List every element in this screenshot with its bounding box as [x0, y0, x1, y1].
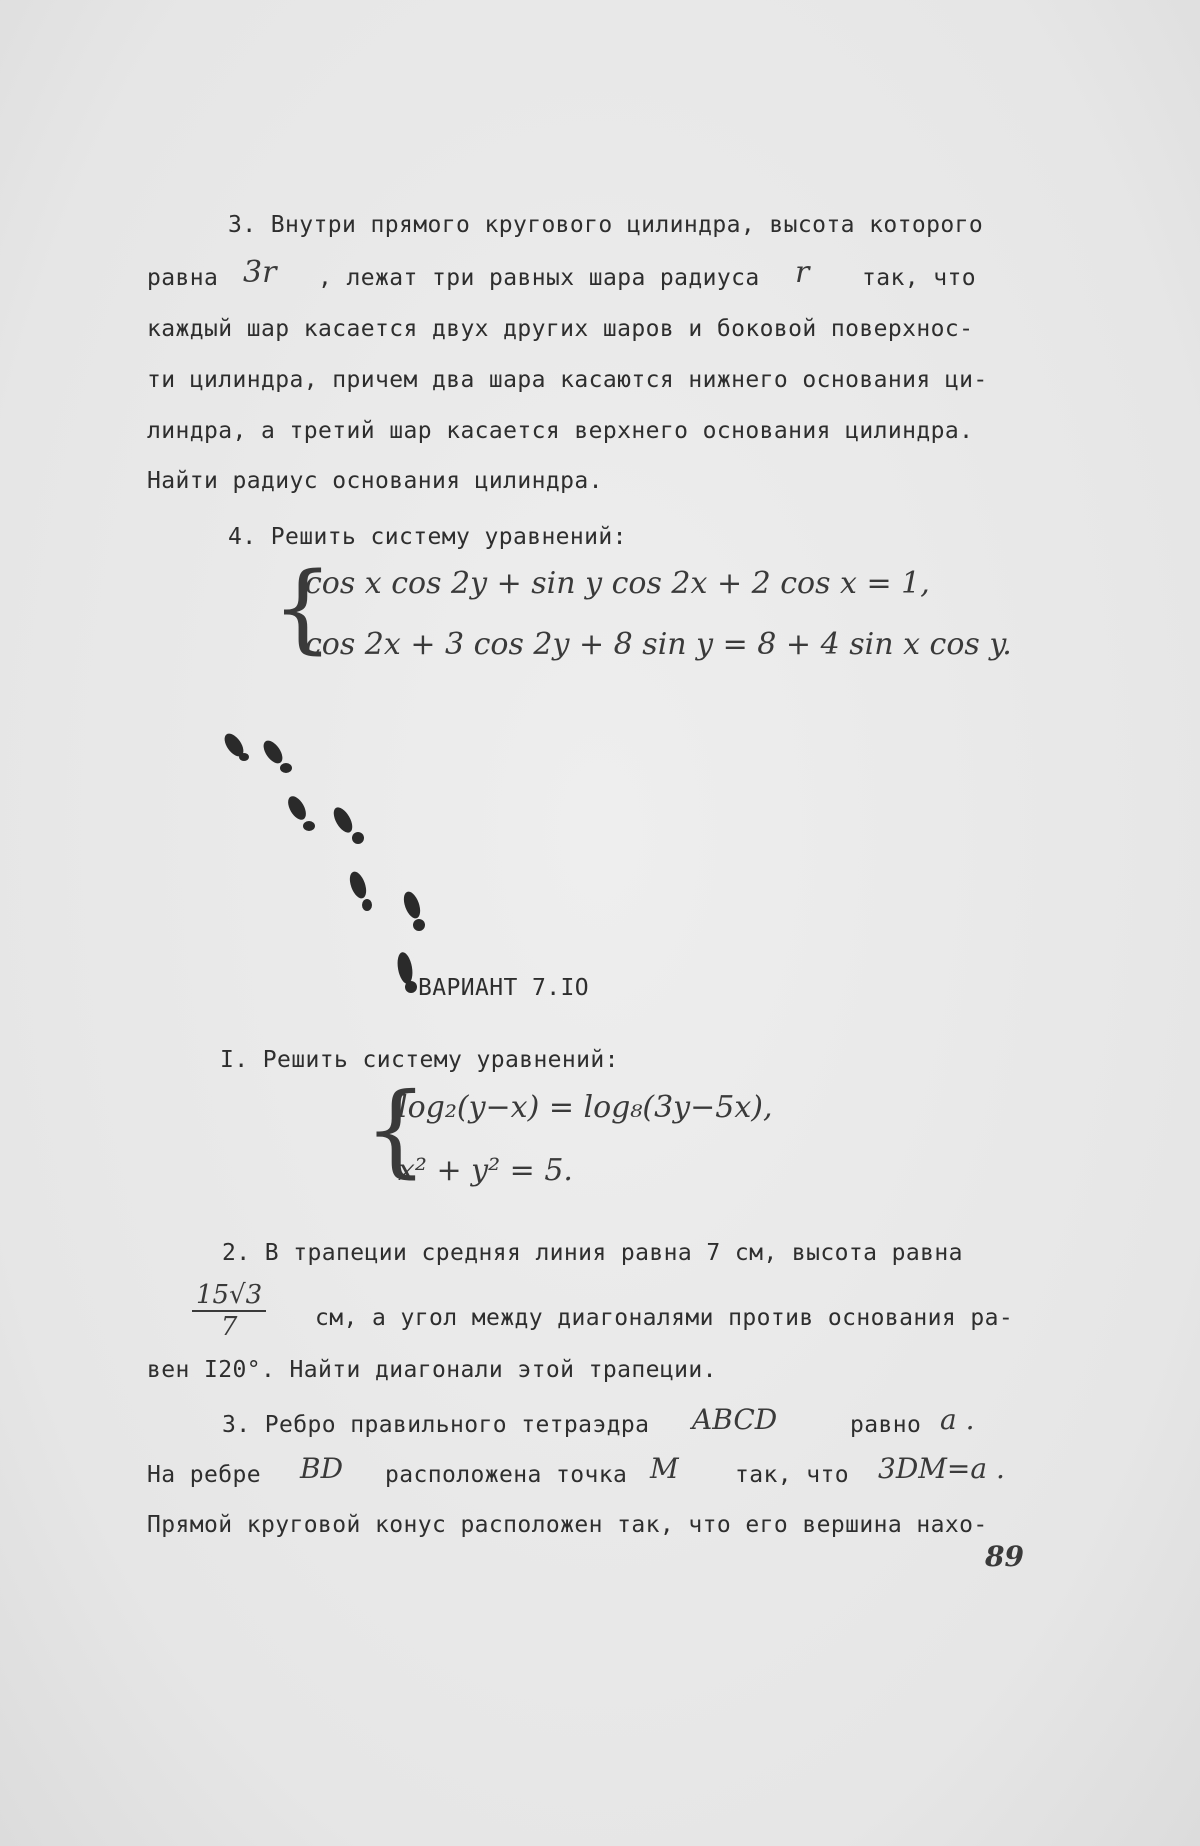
problem4-heading: 4. Решить систему уравнений: — [228, 524, 627, 550]
variant-problem2-line1: 2. В трапеции средняя линия равна 7 см, высота равна — [222, 1240, 963, 1266]
handwritten-BD: BD — [300, 1452, 344, 1485]
problem4-equation2: cos 2x + 3 cos 2y + 8 sin y = 8 + 4 sin x cos y. — [305, 627, 1012, 662]
variant-problem1-equation1: log₂(y−x) = log₈(3y−5x), — [398, 1090, 773, 1125]
problem3-line3: каждый шар касается двух других шаров и боковой поверхнос- — [147, 316, 974, 342]
system-brace-2: { — [364, 1071, 428, 1188]
problem3-line6: Найти радиус основания цилиндра. — [147, 468, 603, 494]
problem4-equation1: cos x cos 2y + sin y cos 2x + 2 cos x = 1, — [305, 566, 930, 601]
variant-problem3-line2-start: На ребре — [147, 1462, 261, 1488]
variant-problem1-heading: I. Решить систему уравнений: — [220, 1047, 619, 1073]
problem3-line2-mid: , лежат три равных шара радиуса — [318, 265, 760, 291]
problem3-line2-end: так, что — [862, 265, 976, 291]
problem3-line2-start: равна — [147, 265, 219, 291]
handwritten-3r: 3r — [243, 255, 277, 290]
fraction-numerator: 15√3 — [192, 1280, 266, 1312]
variant-problem3-line2-mid: расположена точка — [385, 1462, 628, 1488]
handwritten-M: M — [650, 1452, 679, 1485]
system-brace: { — [272, 552, 334, 664]
handwritten-ABCD: ABCD — [692, 1403, 778, 1436]
variant-problem1-equation2: x² + y² = 5. — [398, 1153, 573, 1188]
variant-title: ВАРИАНТ 7.IO — [418, 975, 589, 1001]
handwritten-a: a . — [940, 1403, 975, 1436]
variant-problem3-line2-end: так, что — [735, 1462, 849, 1488]
variant-problem3-line1-start: 3. Ребро правильного тетраэдра — [222, 1412, 650, 1438]
problem3-line5: линдра, а третий шар касается верхнего основания цилиндра. — [147, 418, 974, 444]
variant-problem2-line3: вен I20°. Найти диагонали этой трапеции. — [147, 1357, 717, 1383]
handwritten-fraction — [192, 1280, 266, 1342]
variant-problem3-line3: Прямой круговой конус расположен так, что его вершина нахо- — [147, 1512, 988, 1538]
variant-problem2-line2: см, а угол между диагоналями против основания ра- — [315, 1305, 1014, 1331]
problem3-line4: ти цилиндра, причем два шара касаются нижнего основания ци- — [147, 367, 988, 393]
variant-problem3-line1-mid: равно — [850, 1412, 922, 1438]
fraction-denominator: 7 — [220, 1312, 238, 1342]
page-number: 89 — [985, 1540, 1024, 1573]
handwritten-3DM-a: 3DM=a . — [878, 1452, 1005, 1485]
problem3-line1: 3. Внутри прямого кругового цилиндра, высота которого — [228, 212, 984, 238]
handwritten-r: r — [795, 255, 810, 290]
